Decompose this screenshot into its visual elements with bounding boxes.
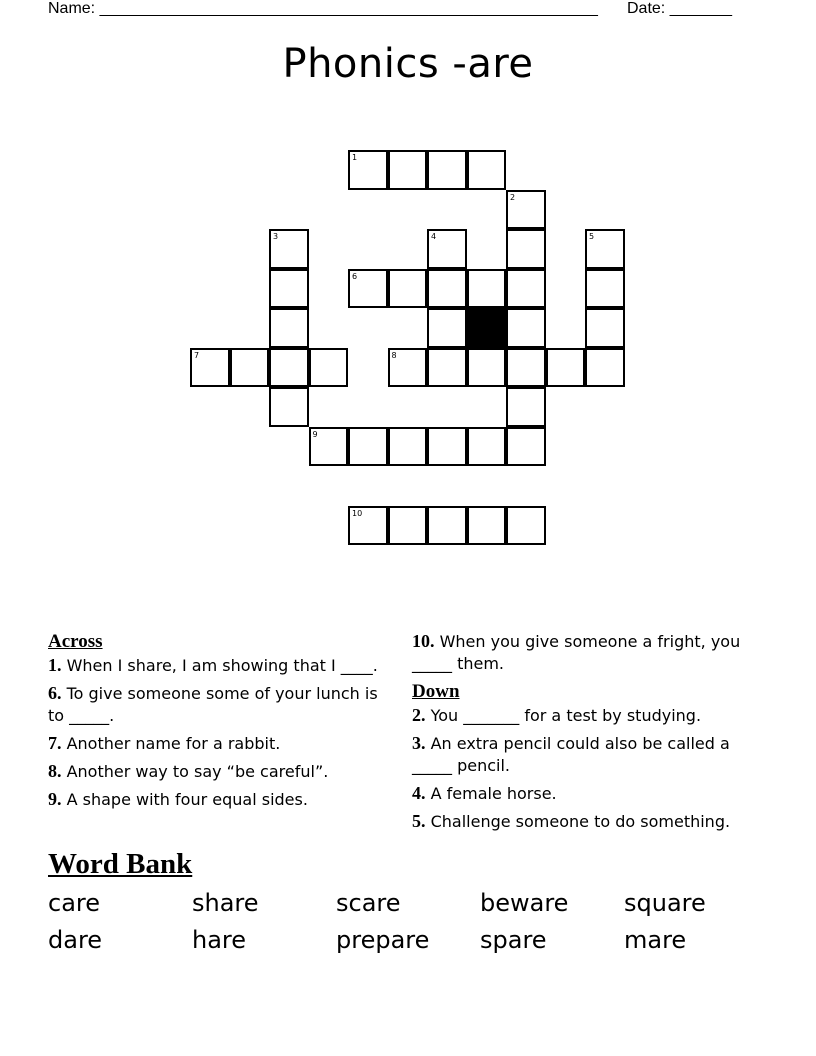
word-bank-item: scare	[336, 889, 401, 917]
crossword-cell[interactable]	[585, 269, 625, 309]
clue-number-label: 3.	[412, 733, 426, 753]
crossword-cell[interactable]	[388, 348, 428, 388]
clue-number-label: 5.	[412, 811, 426, 831]
crossword-cell[interactable]	[269, 269, 309, 309]
black-square	[467, 308, 507, 348]
name-label: Name:	[48, 0, 96, 17]
word-bank-item: mare	[624, 926, 687, 954]
date-blank: _______	[669, 0, 732, 17]
crossword-cell[interactable]	[467, 150, 507, 190]
clue-number: 8	[391, 350, 397, 360]
crossword-cell[interactable]	[348, 269, 388, 309]
crossword-cell[interactable]	[309, 348, 349, 388]
crossword-cell[interactable]	[230, 348, 270, 388]
clues-right-column	[412, 630, 742, 838]
crossword-cell[interactable]	[546, 348, 586, 388]
clue-item	[412, 732, 742, 777]
crossword-cell[interactable]	[388, 269, 428, 309]
clue-item	[48, 682, 393, 727]
crossword-cell[interactable]	[388, 427, 428, 467]
crossword-cell[interactable]	[388, 506, 428, 546]
clue-item	[48, 732, 393, 755]
clue-text: When I share, I am showing that I ____.	[66, 656, 378, 675]
crossword-cell[interactable]	[467, 427, 507, 467]
clue-number: 4	[431, 232, 437, 241]
word-bank-item: share	[192, 889, 259, 917]
name-blank: ________________________________________________________	[99, 0, 598, 17]
word-bank-item: beware	[480, 889, 569, 917]
crossword-cell[interactable]	[585, 308, 625, 348]
clue-item	[48, 654, 393, 677]
crossword-cell[interactable]	[506, 308, 546, 348]
clues-left-column	[48, 630, 393, 816]
word-bank-item: spare	[480, 926, 547, 954]
crossword-cell[interactable]	[506, 190, 546, 230]
clue-text: When you give someone a fright, you _____ them.	[412, 632, 741, 673]
clue-item	[48, 760, 393, 783]
crossword-cell[interactable]	[348, 506, 388, 546]
across-heading: Across	[48, 631, 103, 652]
crossword-cell[interactable]	[427, 308, 467, 348]
crossword-cell[interactable]	[585, 229, 625, 269]
crossword-cell[interactable]	[506, 427, 546, 467]
clue-number: 6	[352, 271, 358, 281]
clue-number-label: 10.	[412, 631, 435, 651]
clue-text: You _______ for a test by studying.	[430, 706, 702, 725]
word-bank-item: hare	[192, 926, 247, 954]
crossword-cell[interactable]	[269, 308, 309, 348]
clue-number: 5	[589, 232, 595, 241]
crossword-cell[interactable]	[309, 427, 349, 467]
crossword-cell[interactable]	[427, 427, 467, 467]
clue-number-label: 9.	[48, 789, 62, 809]
crossword-cell[interactable]	[427, 150, 467, 190]
crossword-cell[interactable]	[506, 506, 546, 546]
crossword-cell[interactable]	[427, 348, 467, 388]
crossword-cell[interactable]	[467, 348, 507, 388]
clue-item	[412, 810, 742, 833]
clue-text: To give someone some of your lunch is to _____.	[48, 684, 378, 725]
crossword-cell[interactable]	[467, 506, 507, 546]
clue-text: A shape with four equal sides.	[66, 790, 308, 809]
word-bank-title: Word Bank	[48, 848, 193, 880]
clue-number: 2	[510, 192, 516, 202]
clue-number-label: 1.	[48, 655, 62, 675]
clue-number: 1	[352, 153, 358, 162]
clue-item	[412, 630, 742, 675]
word-bank-item: dare	[48, 926, 103, 954]
page-title: Phonics -are	[282, 41, 534, 87]
crossword-cell[interactable]	[269, 229, 309, 269]
clue-text: Challenge someone to do something.	[430, 812, 731, 831]
crossword-cell[interactable]	[467, 269, 507, 309]
crossword-cell[interactable]	[585, 348, 625, 388]
clue-number: 7	[194, 350, 200, 360]
crossword-cell[interactable]	[427, 229, 467, 269]
clue-number: 10	[352, 508, 363, 518]
crossword-cell[interactable]	[506, 229, 546, 269]
word-bank-item: square	[624, 889, 706, 917]
clue-text: Another name for a rabbit.	[66, 734, 281, 753]
clue-number-label: 6.	[48, 683, 62, 703]
clue-text: A female horse.	[430, 784, 557, 803]
crossword-cell[interactable]	[269, 348, 309, 388]
clue-number-label: 2.	[412, 705, 426, 725]
crossword-cell[interactable]	[506, 269, 546, 309]
clue-number: 3	[273, 232, 279, 241]
word-bank-item: care	[48, 889, 101, 917]
date-label: Date:	[627, 0, 666, 17]
down-heading: Down	[412, 681, 460, 702]
crossword-cell[interactable]	[427, 269, 467, 309]
clue-item	[48, 788, 393, 811]
clue-number-label: 8.	[48, 761, 62, 781]
crossword-cell[interactable]	[190, 348, 230, 388]
crossword-cell[interactable]	[348, 427, 388, 467]
clue-text: An extra pencil could also be called a _____ pencil.	[412, 734, 730, 775]
clue-number-label: 7.	[48, 733, 62, 753]
crossword-cell[interactable]	[269, 387, 309, 427]
crossword-cell[interactable]	[506, 387, 546, 427]
crossword-cell[interactable]	[388, 150, 428, 190]
clue-text: Another way to say “be careful”.	[66, 762, 329, 781]
word-bank-item: prepare	[336, 926, 430, 954]
clue-item	[412, 704, 742, 727]
clue-number-label: 4.	[412, 783, 426, 803]
clue-item	[412, 782, 742, 805]
crossword-cell[interactable]	[427, 506, 467, 546]
clue-number: 9	[312, 429, 318, 439]
crossword-cell[interactable]	[506, 348, 546, 388]
crossword-cell[interactable]	[348, 150, 388, 190]
